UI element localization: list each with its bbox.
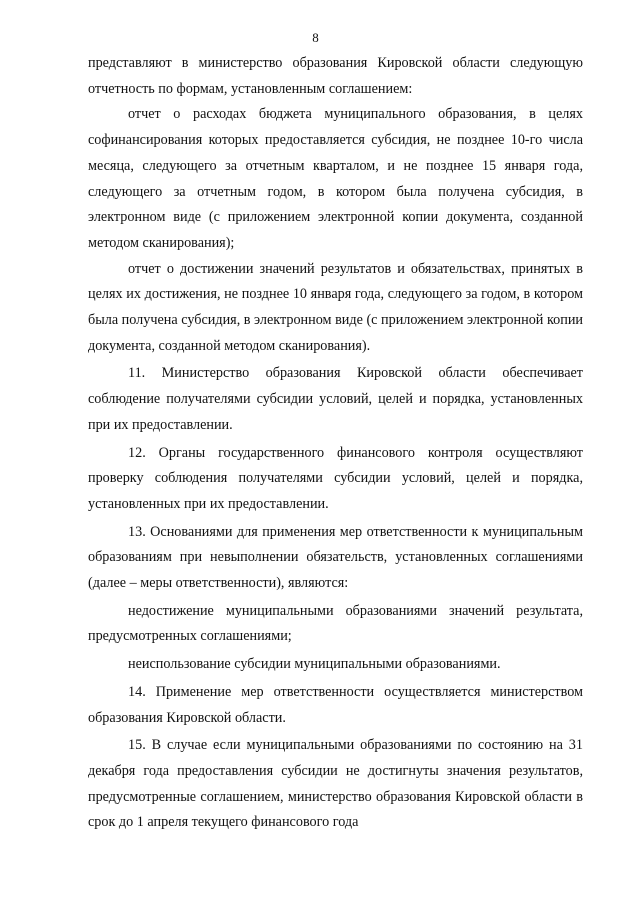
paragraph-item-14: 14. Применение мер ответственности осуществляется министерством образования Кировской области. [88,683,583,726]
document-body [88,51,583,836]
paragraph-underachievement: недостижение муниципальными образованиями значений результата, предусмотренных соглашениями; [88,602,583,645]
paragraph-item-13: 13. Основаниями для применения мер ответственности к муниципальным образованиям при невыполнении обязательств, установленных соглашениями (далее – меры ответственности), являются: [88,523,583,592]
paragraph-budget-report: отчет о расходах бюджета муниципального образования, в целях софинансирования которых предоставляется субсидия, не позднее 10-го числа месяца, следующего за отчетным кварталом, и не позднее 15 января года, следующего за отчетным годом, в котором была получена субсидия, в электронном виде (с приложением электронной копии документа, созданной методом сканирования); [88,106,583,251]
paragraph-item-12: 12. Органы государственного финансового контроля осуществляют проверку соблюдения получателями субсидии условий, целей и порядка, установленных при их предоставлении. [88,444,583,512]
paragraph-reporting-intro: представляют в министерство образования Кировской области следующую отчетность по формам, установленным соглашением: [88,55,583,97]
page-number: 8 [312,30,319,45]
paragraph-results-report: отчет о достижении значений результатов и обязательствах, принятых в целях их достижения, не позднее 10 января года, следующего за годом, в котором была получена субсидия, в электронном виде (с приложением электронной копии документа, созданной методом сканирования). [88,260,583,354]
paragraph-item-11: 11. Министерство образования Кировской области обеспечивает соблюдение получателями субсидии условий, целей и порядка, установленных при их предоставлении. [88,365,583,433]
paragraph-nonuse: неиспользование субсидии муниципальными образованиями. [128,656,501,673]
paragraph-item-15: 15. В случае если муниципальными образованиями по состоянию на 31 декабря года предоставления субсидии не достигнуты значения результатов, предусмотренные соглашением, министерство образования Кировской области в срок до 1 апреля текущего финансового года [88,737,583,831]
